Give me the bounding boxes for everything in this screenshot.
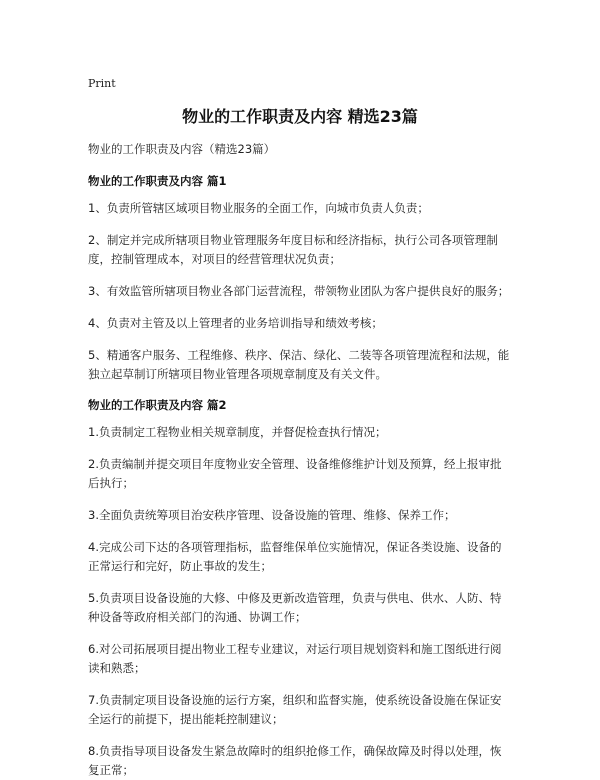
- list-item: 4.完成公司下达的各项管理指标，监督维保单位实施情况，保证各类设施、设备的正常运行和完好，防止事故的发生；: [88, 540, 502, 573]
- list-item: 3.全面负责统筹项目治安秩序管理、设备设施的管理、维修、保养工作；: [88, 508, 456, 522]
- list-item: 1.负责制定工程物业相关规章制度，并督促检查执行情况；: [88, 425, 387, 439]
- list-item: 5.负责项目设备设施的大修、中修及更新改造管理，负责与供电、供水、人防、特种设备等政府相关部门的沟通、协调工作；: [88, 591, 502, 624]
- list-item: 2、制定并完成所辖项目物业管理服务年度目标和经济指标，执行公司各项管理制度，控制管理成本，对项目的经营管理状况负责；: [88, 233, 498, 266]
- list-item: 5、精通客户服务、工程维修、秩序、保洁、绿化、二装等各项管理流程和法规，能独立起草制订所辖项目物业管理各项规章制度及有关文件。: [88, 348, 510, 381]
- page-title: 物业的工作职责及内容 精选23篇: [182, 107, 418, 126]
- section-heading: 物业的工作职责及内容 篇1: [88, 174, 227, 188]
- list-item: 1、负责所管辖区域项目物业服务的全面工作，向城市负责人负责；: [88, 201, 429, 215]
- section-heading: 物业的工作职责及内容 篇2: [88, 398, 227, 412]
- section-1: [88, 173, 512, 384]
- section-2: [88, 397, 512, 780]
- list-item: 2.负责编制并提交项目年度物业安全管理、设备维修维护计划及预算，经上报审批后执行；: [88, 457, 502, 490]
- list-item: 6.对公司拓展项目提出物业工程专业建议，对运行项目规划资料和施工图纸进行阅读和熟悉；: [88, 642, 502, 675]
- list-item: 7.负责制定项目设备设施的运行方案，组织和监督实施，使系统设备设施在保证安全运行的前提下，提出能耗控制建议；: [88, 693, 502, 726]
- list-item: 4、负责对主管及以上管理者的业务培训指导和绩效考核；: [88, 316, 383, 330]
- list-item: 3、有效监管所辖项目物业各部门运营流程，带领物业团队为客户提供良好的服务；: [88, 284, 510, 298]
- page-subtitle: 物业的工作职责及内容（精选23篇）: [88, 142, 276, 156]
- list-item: 8.负责指导项目设备发生紧急故障时的组织抢修工作，确保故障及时得以处理，恢复正常；: [88, 744, 502, 777]
- print-link[interactable]: Print: [88, 77, 116, 90]
